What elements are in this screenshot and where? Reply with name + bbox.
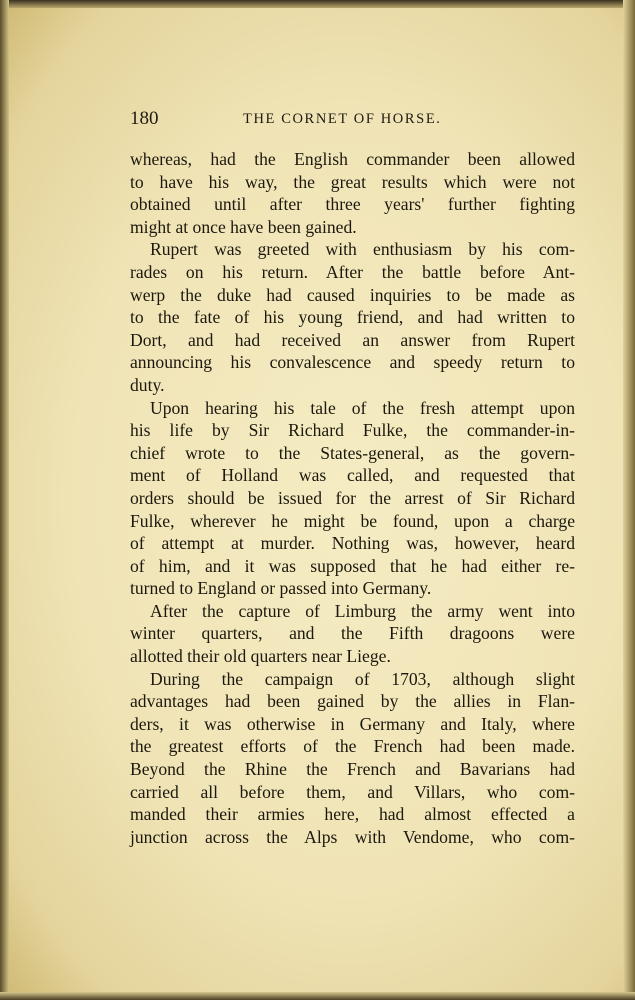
text-line: of him, and it was supposed that he had either re- <box>130 555 575 576</box>
page-header <box>130 108 575 134</box>
text-line: werp the duke had caused inquiries to be made as <box>130 284 575 305</box>
text-line: turned to England or passed into Germany. <box>130 578 432 599</box>
running-head: THE CORNET OF HORSE. <box>243 111 442 127</box>
text-line: manded their armies here, had almost effected a <box>130 804 575 825</box>
text-line: allotted their old quarters near Liege. <box>130 646 391 667</box>
text-line: whereas, had the English commander been allowed <box>130 149 575 169</box>
text-line: announcing his convalescence and speedy return to <box>130 352 575 373</box>
page-edge-right <box>623 0 635 1000</box>
text-line: Rupert was greeted with enthusiasm by his com- <box>150 239 575 260</box>
text-line: chief wrote to the States-general, as the govern- <box>130 442 575 463</box>
text-line: Upon hearing his tale of the fresh attempt upon <box>150 397 575 418</box>
text-line: advantages had been gained by the allies in Flan- <box>130 691 575 712</box>
body-text <box>130 148 575 848</box>
page-number: 180 <box>130 108 159 129</box>
text-line: the greatest efforts of the French had been made. <box>130 736 575 757</box>
text-line: obtained until after three years' further fighting <box>130 194 575 215</box>
page-edge-top <box>0 0 635 8</box>
text-line: might at once have been gained. <box>130 216 357 237</box>
text-line: his life by Sir Richard Fulke, the commander-in- <box>130 420 575 441</box>
page-edge-bottom <box>0 992 635 1000</box>
text-line: ders, it was otherwise in Germany and Italy, where <box>130 713 575 734</box>
text-line: winter quarters, and the Fifth dragoons were <box>130 623 575 644</box>
text-line: orders should be issued for the arrest of Sir Richard <box>130 487 575 508</box>
text-line: of attempt at murder. Nothing was, however, heard <box>130 533 575 554</box>
text-line: duty. <box>130 374 165 395</box>
text-line: to the fate of his young friend, and had written to <box>130 307 575 328</box>
text-line: During the campaign of 1703, although slight <box>150 668 575 689</box>
text-line: Beyond the Rhine the French and Bavarians had <box>130 759 575 780</box>
text-line: ment of Holland was called, and requested that <box>130 465 575 486</box>
text-line: carried all before them, and Villars, who com- <box>130 781 575 802</box>
text-line: After the capture of Limburg the army went into <box>150 600 575 621</box>
text-line: junction across the Alps with Vendome, who com- <box>130 826 575 847</box>
page-edge-left <box>0 0 9 1000</box>
text-line: Dort, and had received an answer from Rupert <box>130 329 575 350</box>
text-line: Fulke, wherever he might be found, upon a charge <box>130 510 575 531</box>
text-line: to have his way, the great results which were not <box>130 171 575 192</box>
text-line: rades on his return. After the battle before Ant- <box>130 261 575 282</box>
